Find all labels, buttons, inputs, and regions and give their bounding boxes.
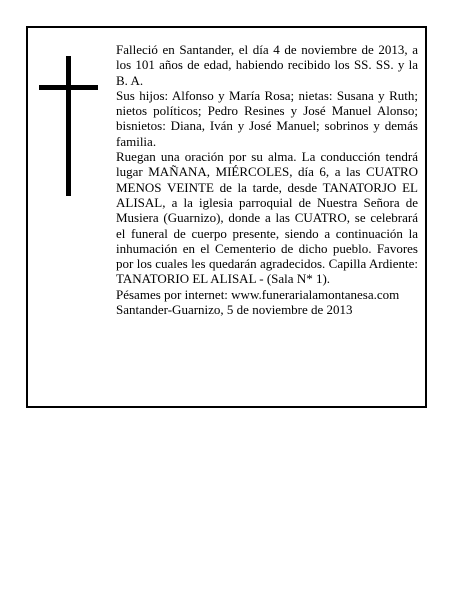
- funeral-details: Ruegan una oración por su alma. La conducción tendrá lugar MAÑANA, MIÉRCOLES, día 6, a las CUATRO MENOS VEINTE de la tarde, desde TANATORJO EL ALISAL, a la iglesia parroquial de Nuestra Señora de Musiera (Guarnizo), donde a las CUATRO, se celebrará el funeral de cuerpo presente, siendo a continuación la inhumación en el Cementerio de dicho pueblo. Favores por los cuales les quedarán agradecidos. Capilla Ardiente: TANATORIO EL ALISAL - (Sala N* 1).: [116, 149, 418, 287]
- death-announcement: Falleció en Santander, el día 4 de noviembre de 2013, a los 101 años de edad, habiendo recibido los SS. SS. y la B. A.: [116, 42, 418, 88]
- place-date: Santander-Guarnizo, 5 de noviembre de 2013: [116, 302, 353, 318]
- latin-cross-icon: [28, 28, 108, 228]
- notice-text: [116, 42, 418, 317]
- cross-horizontal-bar: [39, 85, 98, 90]
- family-list: Sus hijos: Alfonso y María Rosa; nietas: Susana y Ruth; nietos políticos; Pedro Resines y José Manuel Alonso; bisnietos: Diana, Iván y José Manuel; sobrinos y demás familia.: [116, 87, 418, 149]
- condolences-website: Pésames por internet: www.funerarialamontanesa.com: [116, 286, 400, 302]
- cross-vertical-bar: [66, 56, 71, 196]
- obituary-notice: [26, 26, 427, 408]
